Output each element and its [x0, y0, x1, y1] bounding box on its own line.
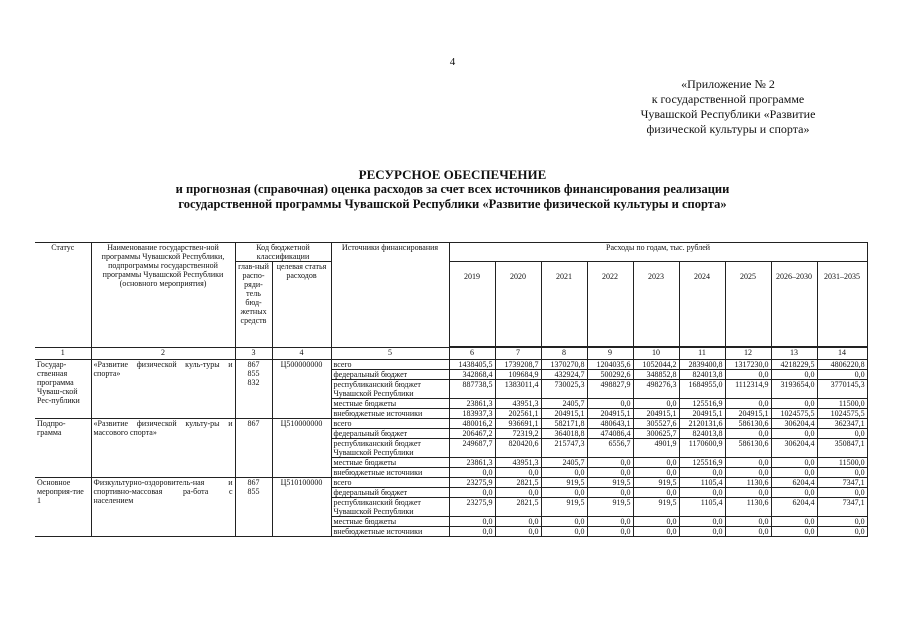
program-name-cell: Физкультурно-оздоровитель-ная и спортивно-массовая ра-бота с населением	[91, 478, 235, 537]
appendix-note	[623, 77, 833, 137]
column-number: 1	[35, 348, 91, 360]
column-number: 2	[91, 348, 235, 360]
value-cell: 0,0	[771, 488, 817, 498]
value-cell: 0,0	[725, 517, 771, 527]
source-cell: федеральный бюджет	[331, 370, 449, 380]
appendix-line: к государственной программе	[651, 92, 805, 106]
table-row	[35, 360, 867, 370]
value-cell: 202561,1	[495, 409, 541, 419]
column-number: 12	[725, 348, 771, 360]
value-cell: 72319,2	[495, 429, 541, 439]
value-cell: 1317230,0	[725, 360, 771, 370]
title-line: государственной программы Чувашской Республики «Развитие физической культуры и спорта»	[178, 197, 727, 211]
value-cell: 0,0	[449, 468, 495, 478]
value-cell: 824013,8	[679, 429, 725, 439]
value-cell: 0,0	[633, 399, 679, 409]
header-year: 2020	[495, 262, 541, 347]
value-cell: 0,0	[725, 527, 771, 537]
value-cell: 0,0	[495, 488, 541, 498]
table-row	[35, 419, 867, 429]
value-cell: 0,0	[817, 468, 867, 478]
value-cell: 498827,9	[587, 380, 633, 399]
value-cell: 0,0	[587, 517, 633, 527]
value-cell: 2821,5	[495, 478, 541, 488]
value-cell: 582171,8	[541, 419, 587, 429]
value-cell: 0,0	[771, 429, 817, 439]
value-cell: 0,0	[725, 370, 771, 380]
value-cell: 0,0	[587, 458, 633, 468]
value-cell: 936691,1	[495, 419, 541, 429]
value-cell: 0,0	[771, 458, 817, 468]
value-cell: 0,0	[587, 468, 633, 478]
value-cell: 820420,6	[495, 439, 541, 458]
value-cell: 0,0	[771, 399, 817, 409]
title-line: и прогнозная (справочная) оценка расходов за счет всех источников финансирования реализации	[175, 182, 730, 196]
value-cell: 2120131,6	[679, 419, 725, 429]
value-cell: 23861,3	[449, 399, 495, 409]
program-name-cell: «Развитие физической куль-туры и спорта»	[91, 360, 235, 419]
value-cell: 0,0	[587, 527, 633, 537]
value-cell: 480016,2	[449, 419, 495, 429]
value-cell: 348852,8	[633, 370, 679, 380]
value-cell: 0,0	[541, 517, 587, 527]
value-cell: 919,5	[633, 498, 679, 517]
column-number: 6	[449, 348, 495, 360]
admin-code-cell: 867	[235, 419, 272, 478]
value-cell: 1684955,0	[679, 380, 725, 399]
status-cell: Государ-ственная программа Чуваш-ской Рес-публики	[35, 360, 91, 419]
value-cell: 1024575,5	[771, 409, 817, 419]
value-cell: 4218229,5	[771, 360, 817, 370]
value-cell: 0,0	[449, 527, 495, 537]
value-cell: 364018,8	[541, 429, 587, 439]
header-sources: Источники финансирования	[331, 243, 449, 348]
value-cell: 1130,6	[725, 478, 771, 488]
value-cell: 7347,1	[817, 478, 867, 488]
header-year: 2031–2035	[817, 262, 867, 347]
value-cell: 204915,1	[725, 409, 771, 419]
value-cell: 0,0	[633, 517, 679, 527]
page-number: 4	[449, 56, 456, 68]
value-cell: 919,5	[587, 498, 633, 517]
value-cell: 0,0	[495, 517, 541, 527]
column-number: 13	[771, 348, 817, 360]
source-cell: внебюджетные источники	[331, 468, 449, 478]
header-year: 2023	[633, 262, 679, 347]
value-cell: 0,0	[587, 488, 633, 498]
value-cell: 0,0	[725, 429, 771, 439]
value-cell: 0,0	[725, 458, 771, 468]
value-cell: 919,5	[541, 478, 587, 488]
value-cell: 498276,3	[633, 380, 679, 399]
header-year: 2025	[725, 262, 771, 347]
value-cell: 1105,4	[679, 498, 725, 517]
value-cell: 919,5	[587, 478, 633, 488]
value-cell: 1130,6	[725, 498, 771, 517]
column-number: 4	[272, 348, 331, 360]
value-cell: 0,0	[725, 399, 771, 409]
value-cell: 350847,1	[817, 439, 867, 458]
value-cell: 206467,2	[449, 429, 495, 439]
value-cell: 0,0	[679, 517, 725, 527]
header-expenses: Расходы по годам, тыс. рублей	[449, 243, 867, 262]
column-number: 10	[633, 348, 679, 360]
value-cell: 474086,4	[587, 429, 633, 439]
value-cell: 0,0	[771, 468, 817, 478]
source-cell: местные бюджеты	[331, 458, 449, 468]
title-line: РЕСУРСНОЕ ОБЕСПЕЧЕНИЕ	[358, 167, 547, 182]
header-year: 2022	[587, 262, 633, 347]
value-cell: 4806220,8	[817, 360, 867, 370]
value-cell: 1105,4	[679, 478, 725, 488]
document-title	[0, 167, 905, 212]
source-cell: внебюджетные источники	[331, 409, 449, 419]
source-cell: республиканский бюджет Чувашской Республики	[331, 498, 449, 517]
value-cell: 0,0	[587, 399, 633, 409]
value-cell: 919,5	[541, 498, 587, 517]
target-code-cell: Ц510000000	[272, 419, 331, 478]
target-code-cell: Ц510100000	[272, 478, 331, 537]
value-cell: 2839400,8	[679, 360, 725, 370]
admin-code-cell: 867 855 832	[235, 360, 272, 419]
value-cell: 1170600,9	[679, 439, 725, 458]
table-body	[35, 360, 867, 537]
header-year: 2021	[541, 262, 587, 347]
value-cell: 11500,0	[817, 399, 867, 409]
value-cell: 306204,4	[771, 419, 817, 429]
header-name: Наименование государствен-ной программы Чувашской Республики, подпрограммы государственной программы Чувашской Республики (основного мероприятия)	[91, 243, 235, 348]
value-cell: 0,0	[541, 468, 587, 478]
header-status: Статус	[35, 243, 91, 348]
value-cell: 215747,3	[541, 439, 587, 458]
value-cell: 586130,6	[725, 419, 771, 429]
value-cell: 919,5	[633, 478, 679, 488]
value-cell: 0,0	[817, 527, 867, 537]
table-header	[35, 243, 867, 360]
appendix-line: Чувашской Республики «Развитие	[640, 107, 816, 121]
value-cell: 6204,4	[771, 478, 817, 488]
status-cell: Основное мероприя-тие 1	[35, 478, 91, 537]
source-cell: республиканский бюджет Чувашской Республики	[331, 439, 449, 458]
value-cell: 4901,9	[633, 439, 679, 458]
source-cell: местные бюджеты	[331, 399, 449, 409]
value-cell: 3770145,3	[817, 380, 867, 399]
value-cell: 43951,3	[495, 458, 541, 468]
appendix-line: физической культуры и спорта»	[646, 122, 810, 136]
value-cell: 0,0	[817, 370, 867, 380]
value-cell: 362347,1	[817, 419, 867, 429]
value-cell: 1112314,9	[725, 380, 771, 399]
source-cell: внебюджетные источники	[331, 527, 449, 537]
value-cell: 125516,9	[679, 399, 725, 409]
value-cell: 204915,1	[587, 409, 633, 419]
value-cell: 500292,6	[587, 370, 633, 380]
value-cell: 306204,4	[771, 439, 817, 458]
source-cell: всего	[331, 419, 449, 429]
value-cell: 730025,3	[541, 380, 587, 399]
source-cell: местные бюджеты	[331, 517, 449, 527]
value-cell: 23275,9	[449, 498, 495, 517]
source-cell: федеральный бюджет	[331, 429, 449, 439]
value-cell: 0,0	[817, 429, 867, 439]
value-cell: 432924,7	[541, 370, 587, 380]
value-cell: 125516,9	[679, 458, 725, 468]
value-cell: 0,0	[495, 527, 541, 537]
value-cell: 0,0	[817, 517, 867, 527]
source-cell: республиканский бюджет Чувашской Республики	[331, 380, 449, 399]
header-budget-code: Код бюджетной классификации	[235, 243, 331, 262]
value-cell: 0,0	[771, 370, 817, 380]
source-cell: федеральный бюджет	[331, 488, 449, 498]
column-number: 11	[679, 348, 725, 360]
value-cell: 2821,5	[495, 498, 541, 517]
value-cell: 0,0	[495, 468, 541, 478]
value-cell: 0,0	[449, 517, 495, 527]
target-code-cell: Ц500000000	[272, 360, 331, 419]
header-year: 2024	[679, 262, 725, 347]
appendix-line: «Приложение № 2	[681, 77, 775, 91]
admin-code-cell: 867 855	[235, 478, 272, 537]
value-cell: 249687,7	[449, 439, 495, 458]
value-cell: 887738,5	[449, 380, 495, 399]
value-cell: 0,0	[679, 488, 725, 498]
value-cell: 204915,1	[679, 409, 725, 419]
value-cell: 2405,7	[541, 399, 587, 409]
source-cell: всего	[331, 478, 449, 488]
value-cell: 2405,7	[541, 458, 587, 468]
value-cell: 1024575,5	[817, 409, 867, 419]
header-year: 2026–2030	[771, 262, 817, 347]
value-cell: 11500,0	[817, 458, 867, 468]
value-cell: 0,0	[817, 488, 867, 498]
value-cell: 300625,7	[633, 429, 679, 439]
value-cell: 7347,1	[817, 498, 867, 517]
value-cell: 0,0	[771, 527, 817, 537]
value-cell: 0,0	[449, 488, 495, 498]
value-cell: 0,0	[679, 527, 725, 537]
value-cell: 586130,6	[725, 439, 771, 458]
value-cell: 0,0	[679, 468, 725, 478]
value-cell: 204915,1	[633, 409, 679, 419]
value-cell: 0,0	[771, 517, 817, 527]
value-cell: 6556,7	[587, 439, 633, 458]
column-number: 7	[495, 348, 541, 360]
value-cell: 305527,6	[633, 419, 679, 429]
value-cell: 0,0	[541, 527, 587, 537]
value-cell: 0,0	[541, 488, 587, 498]
value-cell: 6204,4	[771, 498, 817, 517]
value-cell: 0,0	[633, 488, 679, 498]
column-number: 8	[541, 348, 587, 360]
program-name-cell: «Развитие физической культу-ры и массового спорта»	[91, 419, 235, 478]
value-cell: 23861,3	[449, 458, 495, 468]
value-cell: 109684,9	[495, 370, 541, 380]
value-cell: 43951,3	[495, 399, 541, 409]
source-cell: всего	[331, 360, 449, 370]
value-cell: 1370270,8	[541, 360, 587, 370]
column-number: 5	[331, 348, 449, 360]
value-cell: 1383011,4	[495, 380, 541, 399]
value-cell: 824013,8	[679, 370, 725, 380]
value-cell: 204915,1	[541, 409, 587, 419]
table-row	[35, 478, 867, 488]
value-cell: 0,0	[633, 468, 679, 478]
value-cell: 480643,1	[587, 419, 633, 429]
column-number: 14	[817, 348, 867, 360]
value-cell: 23275,9	[449, 478, 495, 488]
status-cell: Подпро-грамма	[35, 419, 91, 478]
value-cell: 0,0	[725, 468, 771, 478]
column-number: 9	[587, 348, 633, 360]
value-cell: 342868,4	[449, 370, 495, 380]
column-number: 3	[235, 348, 272, 360]
header-target: целевая статья расходов	[272, 262, 331, 348]
header-year: 2019	[449, 262, 495, 347]
value-cell: 1052044,2	[633, 360, 679, 370]
value-cell: 0,0	[725, 488, 771, 498]
value-cell: 1204035,6	[587, 360, 633, 370]
value-cell: 0,0	[633, 527, 679, 537]
column-numbers-row	[35, 348, 867, 360]
value-cell: 1739208,7	[495, 360, 541, 370]
value-cell: 3193654,0	[771, 380, 817, 399]
value-cell: 1438405,5	[449, 360, 495, 370]
value-cell: 183937,3	[449, 409, 495, 419]
value-cell: 0,0	[633, 458, 679, 468]
header-admin: глав-ный распо-ряди-тель бюд-жетных средств	[235, 262, 272, 348]
resource-table	[35, 242, 868, 537]
